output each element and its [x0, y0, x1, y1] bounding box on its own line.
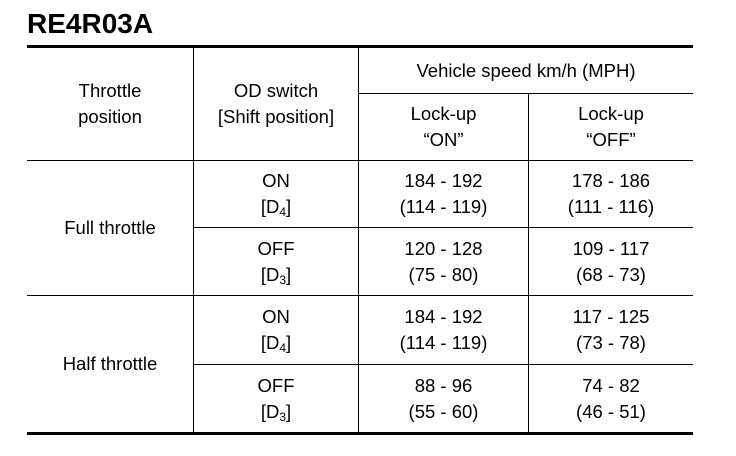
speed-mph: (55 - 60): [408, 400, 479, 422]
speed-kmh: 109 - 117: [572, 237, 650, 259]
header-vehicle-speed-text: Vehicle speed km/h (MPH): [416, 59, 636, 81]
header-lockup-off-line-1: Lock-up: [578, 103, 644, 124]
od-switch-cell: [194, 228, 358, 295]
lockup-off-speed-cell: [529, 365, 693, 432]
header-lockup-on-line-1: Lock-up: [410, 103, 477, 124]
od-switch-cell: [194, 161, 358, 227]
shift-suffix: ]: [286, 332, 292, 353]
shift-suffix: ]: [286, 400, 292, 422]
throttle-label-text: Half throttle: [62, 353, 158, 374]
shift-gear: 3: [279, 409, 287, 424]
shift-position-value: [261, 262, 291, 288]
shift-prefix: [D: [260, 332, 280, 353]
speed-mph: (114 - 119): [399, 332, 488, 353]
od-switch-value: ON: [262, 170, 290, 191]
throttle-label-full: [27, 161, 193, 295]
throttle-label-half: [27, 296, 193, 432]
lockup-on-speed-cell: [359, 365, 528, 432]
od-switch-cell: [194, 296, 358, 364]
header-throttle-line-2: position: [78, 106, 142, 127]
speed-kmh: 184 - 192: [404, 306, 483, 327]
header-vehicle-speed: [359, 48, 693, 93]
page-title: RE4R03A: [27, 8, 154, 39]
shift-prefix: [D: [260, 263, 280, 285]
lockup-on-speed-cell: [359, 296, 528, 364]
od-switch-value: ON: [262, 306, 290, 327]
header-lockup-off-line-2: “OFF”: [586, 129, 636, 150]
speed-mph: (75 - 80): [408, 263, 479, 285]
shift-position-value: [261, 330, 291, 356]
shift-gear: 4: [279, 341, 287, 355]
throttle-label-text: Full throttle: [64, 217, 156, 238]
header-lockup-off: [529, 94, 693, 160]
speed-mph: (111 - 116): [567, 196, 655, 217]
shift-suffix: ]: [286, 196, 292, 217]
header-od-line-2: [Shift position]: [217, 106, 335, 127]
shift-suffix: ]: [286, 263, 292, 285]
speed-kmh: 178 - 186: [571, 170, 651, 191]
shift-gear: 3: [279, 272, 287, 287]
shift-gear: 4: [279, 205, 287, 219]
speed-mph: (114 - 119): [399, 196, 488, 217]
speed-mph: (68 - 73): [576, 263, 646, 285]
header-lockup-on-line-2: “ON”: [423, 129, 464, 150]
speed-kmh: 88 - 96: [414, 374, 473, 396]
shift-prefix: [D: [260, 196, 280, 217]
lockup-off-speed-cell: [529, 161, 693, 227]
od-switch-value: OFF: [257, 237, 295, 259]
lockup-on-speed-cell: [359, 228, 528, 295]
od-switch-value: OFF: [257, 374, 295, 396]
header-lockup-on: [359, 94, 528, 160]
speed-mph: (73 - 78): [576, 332, 646, 353]
lockup-off-speed-cell: [529, 296, 693, 364]
speed-kmh: 184 - 192: [404, 170, 483, 191]
speed-kmh: 74 - 82: [582, 374, 640, 396]
shift-position-value: [261, 399, 291, 425]
shift-position-value: [261, 194, 291, 220]
lockup-on-speed-cell: [359, 161, 528, 227]
header-od-switch: [194, 48, 358, 160]
od-switch-cell: [194, 365, 358, 432]
header-od-line-1: OD switch: [233, 80, 319, 101]
header-throttle-line-1: Throttle: [78, 80, 142, 101]
speed-mph: (46 - 51): [576, 400, 646, 422]
speed-kmh: 117 - 125: [572, 306, 650, 327]
shift-prefix: [D: [260, 400, 280, 422]
header-throttle-position: [27, 48, 193, 160]
speed-kmh: 120 - 128: [404, 237, 483, 259]
bottom-rule: [27, 432, 693, 435]
lockup-off-speed-cell: [529, 228, 693, 295]
